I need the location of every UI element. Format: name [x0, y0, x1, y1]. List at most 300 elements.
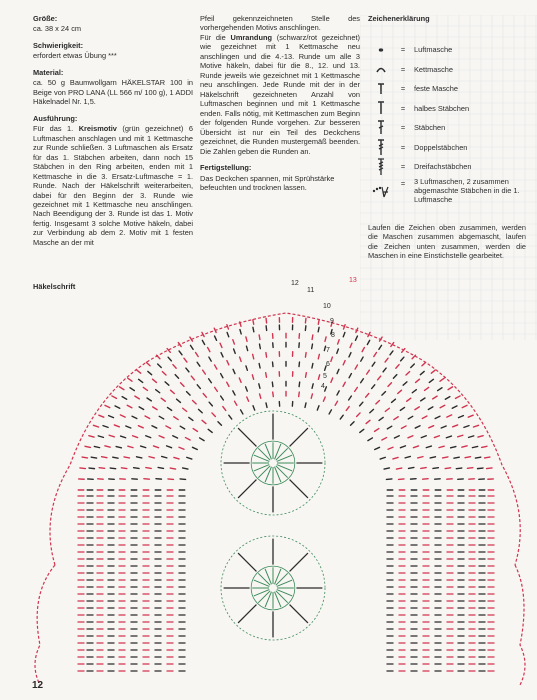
stitch-mark — [137, 457, 142, 458]
stitch-mark — [177, 399, 181, 402]
material-text: ca. 50 g Baumwollgarn HÄKELSTAR 100 in Beige von PRO LANA (LL 566 m/ 100 g), 1 ADDI Häkelnadel Nr. 1,5. — [33, 78, 193, 107]
stitch-mark — [407, 398, 411, 401]
stitch-mark — [153, 407, 157, 410]
stitch-mark — [127, 405, 132, 407]
stitch-mark — [331, 357, 333, 361]
stitch-mark — [375, 429, 379, 432]
stitch-mark — [424, 387, 428, 390]
stitch-mark — [227, 382, 229, 386]
stitch-mark — [337, 349, 339, 353]
stitch-mark — [355, 365, 357, 369]
stitch-mark — [420, 371, 424, 374]
stitch-mark — [218, 422, 222, 426]
outer-scallop — [35, 565, 55, 685]
motif-petal — [290, 605, 308, 623]
stitch-mark — [233, 369, 235, 373]
stitch-mark — [429, 379, 433, 382]
stitch-mark — [409, 467, 414, 468]
stitch-mark — [259, 364, 260, 368]
motif-petal — [238, 428, 256, 446]
stitch-mark — [408, 416, 413, 419]
stitch-mark — [318, 354, 319, 358]
stitch-mark — [399, 479, 404, 480]
stitch-mark — [199, 409, 203, 412]
stitch-mark — [82, 457, 87, 458]
stitch-mark — [152, 426, 157, 428]
stitch-mark — [388, 447, 393, 449]
stitch-mark — [422, 362, 426, 365]
stitch-mark — [467, 468, 472, 469]
stitch-mark — [110, 468, 115, 469]
stitch-mark — [374, 353, 377, 357]
legend-label: halbes Stäbchen — [414, 103, 470, 113]
stitch-mark — [398, 390, 402, 393]
middle-column — [200, 14, 360, 192]
stitch-mark — [458, 435, 463, 437]
stitch-mark — [253, 327, 254, 332]
stitch-mark — [246, 346, 247, 350]
motif-spoke — [276, 448, 288, 460]
stitch-mark — [448, 387, 452, 390]
stitch-mark — [133, 436, 138, 438]
stitch-mark — [360, 429, 364, 432]
round-label: 4 — [321, 383, 325, 390]
stitch-mark — [343, 382, 345, 386]
stitch-mark — [146, 436, 151, 438]
stitch-mark — [209, 402, 212, 406]
size-text: ca. 38 x 24 cm — [33, 24, 82, 34]
legend-equals: = — [400, 84, 406, 94]
border-text — [200, 33, 360, 156]
stitch-mark — [99, 415, 104, 417]
stitch-mark — [340, 415, 343, 419]
motif-petal — [238, 553, 256, 571]
stitch-mark — [385, 358, 388, 362]
stitch-mark — [387, 426, 391, 429]
instructions-section — [33, 114, 193, 248]
stitch-mark — [139, 379, 143, 382]
stitch-mark — [355, 387, 358, 391]
stitch-mark — [317, 406, 319, 410]
stitch-mark — [464, 426, 469, 428]
stitch-mark — [180, 426, 184, 429]
stitch-mark — [355, 336, 357, 340]
stitch-mark — [175, 375, 178, 379]
stitch-mark — [266, 373, 267, 378]
stitch-mark — [122, 397, 127, 400]
stitch-mark — [472, 446, 477, 447]
stitch-mark — [418, 457, 423, 458]
stitch-mark — [126, 426, 131, 428]
stitch-mark — [202, 420, 206, 423]
difficulty-text: erfordert etwas Übung *** — [33, 51, 117, 61]
stitch-mark — [227, 325, 229, 329]
stitch-mark — [412, 390, 416, 393]
stitch-mark — [166, 426, 171, 428]
stitch-mark — [426, 446, 431, 448]
round-label: 8 — [331, 332, 335, 339]
stitch-mark — [128, 378, 132, 381]
difficulty-heading: Schwierigkeit: — [33, 40, 84, 50]
stitch-mark — [331, 378, 333, 382]
stitch-mark — [325, 387, 327, 391]
motif-petal — [290, 428, 308, 446]
stitch-mark — [179, 447, 184, 449]
stitch-mark — [439, 446, 444, 447]
stitch-mark — [372, 362, 375, 366]
motif-spoke — [265, 444, 271, 460]
legend-equals: = — [400, 103, 406, 113]
stitch-mark — [305, 403, 306, 407]
stitch-mark — [329, 410, 331, 414]
legend-label: 3 Luftmaschen, 2 zusammen abgemaschte Stäbchen in die 1. Luftmasche — [414, 176, 520, 205]
stitch-mark — [241, 410, 243, 414]
round-label: 6 — [326, 361, 330, 368]
motif-spoke — [275, 467, 281, 483]
stitch-mark — [246, 366, 247, 370]
motif-spoke — [254, 590, 270, 596]
legend-label: Luftmasche — [414, 45, 453, 55]
stitch-mark — [306, 373, 307, 378]
stitch-mark — [335, 401, 337, 405]
stitch-mark — [162, 456, 167, 457]
border-text-after: (schwarz/rot gezeichnet) wie gezeichnet mit 1 Kettmasche neu anschlingen und die 4.-13. Runde um alle 3 Motive häkeln, dabei für die 8., 12. und 13. Runde jeweils wie gezeichnet mit 1 Kettmasche neu anschlingen. Jede Runde mit der in der Häkelschrift gezeichneten Anzahl von Luftmaschen beginnen und mit 1 Kettmasche enden. Falls nötig, mit Kettmaschen zum Beginn der folgenden Runde vorgehen. Zur besseren Übersicht ist nur ein Teil des Deckchens gezeichnet, die Runden mustergemäß beenden. Die Zahlen geben die Runden an. — [200, 32, 360, 156]
stitch-mark — [179, 351, 182, 355]
circle-motif-label: Kreismotiv — [78, 124, 117, 134]
stitch-mark — [376, 400, 380, 403]
stitch-mark — [203, 393, 206, 397]
stitch-mark — [183, 468, 188, 469]
stitch-mark — [433, 396, 437, 399]
stitch-mark — [367, 370, 370, 374]
stitch-mark — [99, 468, 104, 469]
stitch-mark — [253, 354, 254, 358]
stitch-mark — [162, 372, 166, 375]
stitch-mark — [240, 330, 241, 334]
stitch-mark — [392, 399, 396, 402]
stitch-mark — [362, 347, 364, 351]
motif-spoke — [276, 573, 288, 585]
stitch-mark — [183, 408, 187, 411]
stitch-mark — [89, 436, 94, 437]
stitch-mark — [475, 457, 480, 458]
stitch-mark — [153, 379, 157, 382]
stitch-mark — [337, 391, 339, 395]
stitch-mark — [247, 397, 249, 401]
stitch-mark — [346, 407, 349, 411]
stitch-mark — [124, 457, 129, 458]
page-number: 12 — [32, 680, 44, 691]
motif-spoke — [277, 590, 293, 596]
stitch-mark — [393, 375, 396, 379]
stitch-mark — [385, 408, 389, 411]
stitch-mark — [91, 457, 96, 458]
stitch-mark — [473, 425, 478, 427]
stitch-mark — [148, 371, 152, 374]
stitch-mark — [161, 398, 165, 401]
motif-spoke — [275, 444, 281, 460]
stitch-mark — [305, 326, 306, 331]
stitch-mark — [112, 396, 117, 398]
stitch-mark — [209, 357, 211, 361]
stitch-mark — [159, 436, 164, 438]
stitch-mark — [246, 337, 247, 341]
stitch-mark — [394, 417, 398, 420]
border-label: Umrandung — [230, 32, 272, 42]
stitch-mark — [378, 376, 381, 380]
stitch-mark — [312, 384, 313, 388]
finishing-heading: Fertigstellung: — [200, 163, 252, 173]
stitch-mark — [305, 353, 306, 358]
difficulty-section — [33, 41, 193, 61]
stitch-mark — [197, 362, 200, 366]
stitch-mark — [173, 436, 178, 438]
stitch-mark — [193, 429, 197, 432]
stitch-mark — [349, 374, 351, 378]
stitch-mark — [221, 396, 224, 400]
stitch-mark — [367, 340, 369, 344]
stitch-mark — [435, 416, 440, 418]
stitch-mark — [208, 429, 212, 432]
stitch-mark — [415, 407, 419, 410]
stitch-mark — [343, 361, 345, 365]
stitch-mark — [234, 349, 236, 353]
stitch-mark — [384, 468, 389, 469]
stitch-mark — [388, 383, 391, 387]
stitch-mark — [456, 396, 461, 398]
stitch-mark — [191, 376, 194, 380]
stitch-mark — [446, 436, 451, 438]
legend-label: Kettmasche — [414, 64, 454, 74]
joining-note: Laufen die Zeichen oben zusammen, werden die Maschen zusammen abgemascht, laufen die Zeichen unten zusammen, werden die Maschen in eine Einstichstelle gearbeitet. — [368, 223, 526, 261]
material-heading: Material: — [33, 67, 64, 77]
stitch-mark — [215, 336, 217, 340]
stitch-mark — [98, 436, 103, 437]
stitch-mark — [462, 446, 467, 447]
stitch-mark — [462, 405, 467, 407]
stitch-mark — [165, 382, 169, 385]
stitch-mark — [447, 415, 452, 417]
stitch-mark — [253, 320, 254, 325]
stitch-mark — [109, 416, 114, 418]
middle-text-top: Pfeil gekennzeichneten Stelle des vorhergehenden Motivs anschlingen. — [200, 14, 360, 33]
stitch-mark — [273, 392, 274, 397]
stitch-mark — [318, 327, 319, 332]
finishing-text: Das Deckchen spannen, mit Sprühstärke befeuchten und trocknen lassen. — [200, 173, 335, 192]
stitch-mark — [158, 364, 162, 367]
stitch-mark — [311, 394, 312, 398]
legend-equals: = — [400, 45, 406, 55]
stitch-mark — [143, 387, 147, 390]
stitch-mark — [379, 417, 383, 420]
stitch-mark — [103, 426, 108, 428]
instructions-text — [33, 124, 193, 247]
stitch-mark — [149, 457, 154, 458]
motif-spoke — [254, 580, 270, 586]
legend-label: Doppelstäbchen — [414, 142, 468, 152]
stitch-mark — [192, 447, 197, 449]
stitch-mark — [368, 332, 370, 336]
legend-label: Stäbchen — [414, 123, 446, 133]
stitch-mark — [109, 435, 114, 437]
stitch-mark — [421, 436, 426, 438]
stitch-mark — [173, 365, 176, 369]
stitch-mark — [433, 468, 438, 469]
stitch-mark — [141, 446, 146, 448]
stitch-mark — [452, 406, 457, 408]
motif-spoke — [254, 465, 270, 471]
stitch-mark — [400, 446, 405, 448]
stitch-mark — [429, 426, 434, 428]
stitch-mark — [430, 457, 435, 458]
stitch-mark — [187, 392, 191, 395]
stitch-mark — [468, 415, 473, 417]
stitch-mark — [246, 387, 248, 391]
left-column — [33, 14, 193, 254]
stitch-mark — [349, 396, 352, 400]
stitch-mark — [421, 398, 425, 401]
stitch-mark — [379, 345, 382, 349]
stitch-mark — [458, 416, 463, 418]
stitch-mark — [113, 457, 118, 458]
stitch-mark — [223, 407, 226, 411]
stitch-mark — [400, 407, 404, 410]
stitch-mark — [415, 426, 420, 428]
stitch-mark — [361, 357, 363, 361]
round-label: 9 — [330, 318, 334, 325]
stitch-mark — [227, 361, 229, 365]
stitch-mark — [299, 392, 300, 397]
stitch-mark — [440, 378, 444, 381]
stitch-mark — [189, 417, 193, 420]
stitch-mark — [478, 436, 483, 437]
outer-border — [50, 313, 520, 565]
stitch-mark — [130, 388, 134, 391]
stitch-mark — [128, 446, 133, 447]
stitch-mark — [454, 457, 459, 458]
stitch-mark — [187, 457, 192, 459]
stitch-mark — [416, 379, 420, 382]
stitch-mark — [156, 390, 160, 393]
border-text-before: Für die — [200, 32, 231, 42]
stitch-mark — [266, 353, 267, 358]
motif-spoke — [276, 591, 288, 603]
stitch-mark — [259, 384, 260, 388]
stitch-mark — [190, 345, 193, 349]
stitch-mark — [469, 436, 474, 437]
stitch-mark — [370, 409, 374, 412]
stitch-mark — [375, 447, 380, 449]
legend-equals: = — [400, 162, 406, 172]
stitch-mark — [431, 370, 435, 373]
stitch-mark — [266, 403, 267, 407]
stitch-mark — [184, 358, 187, 362]
stitch-mark — [344, 325, 346, 329]
motif-spoke — [265, 592, 271, 608]
round-label: 10 — [323, 303, 331, 310]
stitch-mark — [434, 436, 439, 438]
motif-spoke — [258, 573, 270, 585]
stitch-mark — [453, 425, 458, 427]
stitch-mark — [382, 438, 387, 440]
stitch-mark — [482, 446, 487, 447]
stitch-mark — [202, 340, 204, 344]
stitch-mark — [441, 426, 446, 428]
stitch-mark — [180, 479, 185, 480]
stitch-mark — [197, 385, 200, 389]
round-label: 11 — [307, 287, 315, 294]
stitch-mark — [366, 393, 369, 397]
stitch-mark — [85, 446, 90, 447]
stitch-mark — [200, 438, 204, 441]
stitch-mark — [443, 457, 448, 458]
stitch-mark — [134, 468, 139, 469]
stitch-mark — [361, 379, 364, 383]
round-label: 13 — [349, 277, 357, 284]
stitch-mark — [94, 446, 99, 447]
stitch-mark — [456, 468, 461, 469]
motif-spoke — [258, 591, 270, 603]
stitch-mark — [368, 438, 372, 441]
stitch-mark — [440, 405, 445, 407]
stitch-mark — [485, 457, 490, 458]
stitch-mark — [121, 436, 126, 438]
motif-petal — [290, 553, 308, 571]
stitch-mark — [193, 400, 197, 403]
stitch-mark — [366, 420, 370, 423]
stitch-mark — [272, 382, 273, 387]
stitch-mark — [203, 370, 206, 374]
stitch-mark — [396, 468, 401, 469]
motif-spoke — [254, 455, 270, 461]
stitch-mark — [380, 457, 385, 459]
stitch-mark — [215, 387, 218, 391]
legend-equals: = — [400, 123, 406, 133]
stitch-mark — [445, 468, 450, 469]
stitch-mark — [233, 340, 235, 344]
stitch-mark — [215, 365, 217, 369]
stitch-mark — [372, 385, 375, 389]
stitch-mark — [413, 446, 418, 448]
stitch-mark — [105, 405, 110, 407]
stitch-mark — [325, 337, 326, 341]
stitch-mark — [239, 378, 241, 382]
stitch-mark — [227, 332, 229, 336]
outer-scallop — [515, 565, 525, 685]
stitch-mark — [451, 447, 456, 448]
stitch-mark — [167, 446, 172, 448]
stitch-mark — [357, 413, 360, 417]
stitch-mark — [318, 375, 319, 379]
stitch-mark — [89, 468, 94, 469]
stitch-mark — [121, 468, 126, 469]
stitch-mark — [120, 387, 124, 390]
motif-petal — [238, 605, 256, 623]
stitch-mark — [338, 340, 340, 344]
legend-equals: = — [400, 64, 406, 74]
stitch-mark — [137, 370, 141, 373]
stitch-mark — [105, 446, 110, 447]
stitch-mark — [383, 368, 386, 372]
stitch-mark — [102, 457, 107, 458]
stitch-mark — [146, 362, 150, 365]
stitch-mark — [422, 416, 427, 418]
stitch-mark — [266, 318, 267, 323]
instructions-heading: Ausführung: — [33, 113, 78, 123]
material-section — [33, 68, 193, 107]
legend-equals: = — [400, 178, 406, 188]
stitch-mark — [252, 375, 253, 379]
